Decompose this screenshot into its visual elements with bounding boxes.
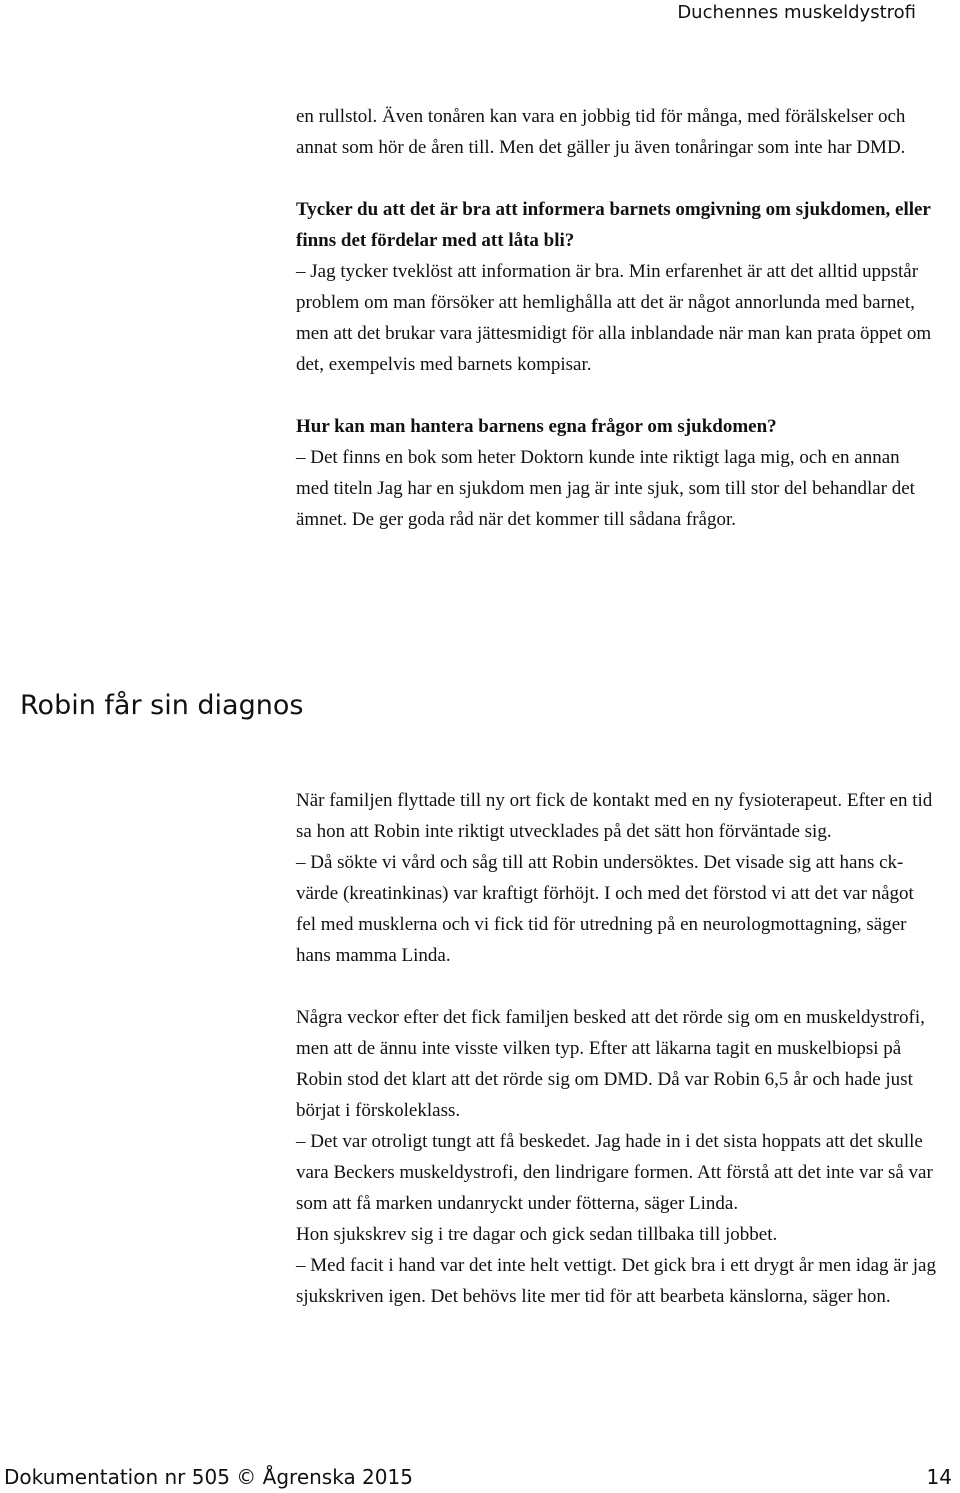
book-title: Doktorn kunde inte riktigt laga mig <box>520 447 790 468</box>
intro-paragraph: en rullstol. Även tonåren kan vara en jobbig tid för många, med förälskelser och annat som hör de åren till. Men det gäller ju även tonåringar som inte har DMD. <box>296 106 906 158</box>
publication-info: Dokumentation nr 505 © Ågrenska 2015 <box>4 1465 413 1489</box>
answer-text: , som till stor del behandlar det ämnet. De ger goda råd när det kommer till sådana frågor. <box>296 478 915 530</box>
question-inform-surroundings: Tycker du att det är bra att informera barnets omgivning om sjukdomen, eller finns det fördelar med att låta bli? <box>296 199 931 251</box>
answer-text: , och en annan med titeln <box>296 447 900 499</box>
paragraph: Några veckor efter det fick familjen besked att det rörde sig om en muskeldystrofi, men att de ännu inte visste vilken typ. Efter att läkarna tagit en muskelbiopsi på Robin stod det klart att det rörde sig om DMD. Då var Robin 6,5 år och hade just börjat i förskoleklass. <box>296 1007 925 1121</box>
paragraph: – Då sökte vi vård och såg till att Robin undersöktes. Det visade sig att hans ck-värde (kreatinkinas) var kraftigt förhöjt. I och med det förstod vi att det var något fel med musklerna och vi fick tid för utredning på en neurologmottagning, säger hans mamma Linda. <box>296 852 914 966</box>
answer-text: – Det finns en bok som heter <box>296 447 521 468</box>
answer-inform-surroundings: – Jag tycker tveklöst att information är bra. Min erfarenhet är att det alltid uppstår problem om man försöker att hemlighålla att det är något annorlunda med barnet, men att det brukar vara jättesmidigt för alla inblandade när man kan prata öppet om det, exempelvis med barnets kompisar. <box>296 261 932 375</box>
paragraph: När familjen flyttade till ny ort fick de kontakt med en ny fysioterapeut. Efter en tid sa hon att Robin inte riktigt utvecklades på det sätt hon förväntade sig. <box>296 790 933 842</box>
diagnosis-column <box>296 785 936 1312</box>
page-number: 14 <box>926 1465 952 1489</box>
paragraph: Hon sjukskrev sig i tre dagar och gick sedan tillbaka till jobbet. <box>296 1224 778 1245</box>
running-title: Duchennes muskeldystrofi <box>677 2 916 23</box>
paragraph: – Det var otroligt tungt att få beskedet. Jag hade in i det sista hoppats att det skulle vara Beckers muskeldystrofi, den lindrigare formen. Att förstå att det inte var så var som att få marken undanryckt under fötterna, säger Linda. <box>296 1131 933 1214</box>
interview-column <box>296 101 936 535</box>
answer-children-questions <box>296 442 936 535</box>
section-heading: Robin får sin diagnos <box>20 690 304 721</box>
question-children-questions: Hur kan man hantera barnens egna frågor om sjukdomen? <box>296 416 777 437</box>
book-title: Jag har en sjukdom men jag är inte sjuk <box>377 478 680 499</box>
paragraph: – Med facit i hand var det inte helt vettigt. Det gick bra i ett drygt år men idag är jag sjukskriven igen. Det behövs lite mer tid för att bearbeta känslorna, säger hon. <box>296 1255 936 1307</box>
